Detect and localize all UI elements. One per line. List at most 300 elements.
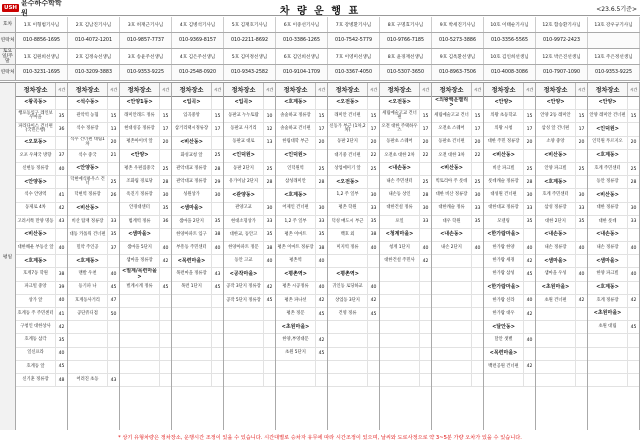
stop-time: 40: [471, 242, 483, 254]
stop-time: [419, 334, 431, 346]
stop-time: 35: [523, 216, 535, 228]
stop-name: 솔숲하교 건너편: [280, 126, 311, 132]
area-name: <샘마을>: [128, 231, 151, 238]
guide-name-cell: 1호 김원희선생님: [16, 49, 68, 64]
stop-row: [328, 150, 379, 163]
stop-row: [588, 216, 639, 229]
area-name: <안양>: [598, 99, 617, 106]
stop-name: 오전 대한 주택하우스: [381, 123, 418, 134]
stop-row: [328, 295, 379, 308]
driver-name-cell: 8호 구명효기사님: [380, 17, 432, 32]
stop-row: [536, 268, 587, 281]
stop-row: [328, 334, 379, 347]
stop-name: 덕성 매도시 부근: [331, 218, 364, 224]
area-name: <오전동>: [336, 99, 359, 106]
stop-name: [68, 321, 107, 333]
stop-time: 22: [471, 150, 483, 162]
stop-row: [432, 321, 483, 334]
stop-name: 동판교 사거리: [230, 126, 257, 132]
stop-name: 초원 대림: [598, 324, 617, 330]
stop-row: [16, 374, 67, 387]
area-name: <내손동>: [544, 231, 567, 238]
stop-name: 동판교 대로: [232, 139, 255, 145]
stop-time: 15: [211, 110, 223, 122]
stop-time: [107, 348, 119, 360]
stop-row: [380, 361, 431, 374]
stop-name: 관악대교 정류장: [176, 165, 207, 171]
stop-name: [380, 321, 419, 333]
stop-name: 초원 5단지: [285, 350, 306, 356]
area-name: <입곡>: [234, 99, 253, 106]
time-header-label: 시간: [159, 83, 171, 96]
stop-name: 달안 샛별: [494, 337, 513, 343]
stop-time: [419, 163, 431, 175]
stop-row: [484, 163, 535, 176]
stop-time: [575, 97, 587, 109]
stop-time: [55, 176, 67, 188]
area-heading-row: [432, 229, 483, 242]
stop-name: [224, 348, 263, 360]
stop-row: [328, 361, 379, 374]
stop-name: [380, 374, 419, 386]
area-name: <비산동>: [180, 139, 203, 146]
stop-row: [224, 216, 275, 229]
stop-time: 38: [315, 242, 327, 254]
stop-name: [328, 361, 367, 373]
stop-time: 42: [523, 255, 535, 267]
stop-time: [107, 203, 119, 215]
stop-row: [380, 203, 431, 216]
stop-time: 30: [419, 203, 431, 215]
stop-name: 호계동 앞: [26, 363, 45, 369]
stop-row: [536, 189, 587, 202]
stop-name: [380, 282, 419, 294]
stop-row: [172, 295, 223, 308]
area-heading-row: [432, 97, 483, 110]
stop-row: [328, 203, 379, 216]
stop-time: 15: [419, 110, 431, 122]
stop-name: 오전초 대한 2차: [384, 152, 415, 158]
stop-row: [536, 203, 587, 216]
stop-time: [575, 348, 587, 360]
stop-time: [211, 361, 223, 373]
stop-row: [536, 295, 587, 308]
stop-time: [211, 348, 223, 360]
stop-name: 대한 비산 정류장: [435, 192, 468, 198]
driver-row: [0, 17, 640, 33]
stop-name: 내손 2단지: [441, 244, 462, 250]
stop-time: 30: [315, 203, 327, 215]
stop-time: 20: [315, 137, 327, 149]
stop-time: 28: [211, 163, 223, 175]
stop-name: [536, 334, 575, 346]
driver-name-cell: 12호 함승환기사님: [536, 17, 588, 32]
stop-name: 대한대교 정류장: [488, 205, 519, 211]
stop-name: [224, 374, 263, 386]
guide-phone-row: [0, 65, 640, 81]
stop-name: 삼성 정류장: [544, 205, 567, 211]
stop-name: 조화림 경로당: [126, 178, 153, 184]
stop-time: 42: [315, 334, 327, 346]
stop-row: [380, 110, 431, 123]
stop-name: 평촌 정문: [286, 310, 305, 316]
driver-name-cell: 5호 김재호기사님: [224, 17, 276, 32]
area-heading-row: [172, 137, 223, 150]
stop-name: [68, 348, 107, 360]
stop-name: [224, 361, 263, 373]
stop-time: [627, 123, 639, 135]
stop-row: [328, 137, 379, 150]
stop-name: [432, 348, 471, 360]
area-heading-row: [536, 97, 587, 110]
stop-time: [471, 374, 483, 386]
route-column: [328, 83, 380, 430]
guide-phone-cell: 010-9104-1709: [276, 65, 328, 80]
time-header-label: 시간: [263, 83, 275, 96]
stop-time: [159, 348, 171, 360]
area-heading-row: [536, 176, 587, 189]
stop-time: 33: [575, 203, 587, 215]
stop-header-label: 정차장소: [543, 87, 568, 94]
stop-time: 25: [159, 163, 171, 175]
stop-name: 의왕 시청: [494, 126, 513, 132]
stop-time: [575, 361, 587, 373]
stop-time: 35: [367, 216, 379, 228]
area-name: <안양>: [494, 99, 513, 106]
stop-header-label: 정차장소: [387, 87, 412, 94]
stop-row: [276, 295, 327, 308]
column-header: [432, 83, 483, 97]
stop-name: 한가람 삼성: [492, 271, 515, 277]
stop-name: [172, 321, 211, 333]
stop-time: 40: [55, 163, 67, 175]
driver-phone-cell: 010-4072-1201: [68, 33, 120, 48]
stop-row: [328, 216, 379, 229]
driver-phone-cell: 010-9857-7737: [120, 33, 172, 48]
row-label: 연락처: [0, 33, 16, 48]
stop-name: 1,2 주 일부: [336, 192, 359, 198]
stop-name: 귀인동 로딩하교: [332, 284, 363, 290]
stop-row: [536, 216, 587, 229]
area-name: <목련마을>: [489, 350, 518, 357]
stop-time: 40: [575, 242, 587, 254]
stop-name: 의왕 초등학교: [490, 113, 517, 119]
stop-header-label: 정차장소: [283, 87, 308, 94]
stop-name: 화성교청 앞: [180, 152, 203, 158]
stop-name: 대한건설 주민사: [384, 258, 415, 264]
stop-time: [55, 255, 67, 267]
stop-name: 대성원 건너편: [490, 192, 517, 198]
stop-name: [328, 334, 367, 346]
driver-name-cell: 4호 김병석기사님: [172, 17, 224, 32]
stop-name: 신현동 정류장: [22, 165, 49, 171]
stop-name: 평촌 학원: [338, 205, 357, 211]
stop-time: 12: [263, 123, 275, 135]
stop-name: 동제로 4차: [25, 205, 46, 211]
stop-name: [432, 334, 471, 346]
stop-row: [172, 176, 223, 189]
stop-row: [380, 255, 431, 268]
stop-name: 상가 앞: [28, 297, 43, 303]
stop-name: 한가람 대우: [492, 310, 515, 316]
stop-time: 40: [367, 242, 379, 254]
guide-phone-cell: 010-9343-2582: [224, 65, 276, 80]
stop-row: [120, 361, 171, 374]
stop-time: 30: [211, 189, 223, 201]
column-header: [276, 83, 327, 97]
stop-time: 17: [471, 123, 483, 135]
column-header: [120, 83, 171, 97]
stop-name: 대한 정류장: [596, 205, 619, 211]
stop-time: [471, 268, 483, 280]
stop-name: 밀약 주인공: [76, 244, 99, 250]
stop-name: [276, 374, 315, 386]
area-name: <안양1동>: [126, 99, 153, 106]
area-name: <안양동>: [24, 178, 47, 185]
stop-row: [120, 216, 171, 229]
area-name: <비산동>: [24, 231, 47, 238]
driver-name-cell: 13호 강우규기사님: [588, 17, 640, 32]
stop-name: 범계역 정류: [128, 218, 151, 224]
stop-row: [588, 110, 639, 123]
stop-time: 42: [575, 295, 587, 307]
stop-row: [68, 361, 119, 374]
driver-phone-cell: 010-5273-3886: [432, 33, 484, 48]
area-heading-row: [484, 229, 535, 242]
stop-row: [16, 203, 67, 216]
stop-row: [68, 308, 119, 321]
stop-time: [263, 321, 275, 333]
stop-time: 35: [159, 203, 171, 215]
stop-time: 20: [419, 137, 431, 149]
stop-time: 43: [55, 216, 67, 228]
stop-name: [120, 295, 159, 307]
area-heading-row: [224, 150, 275, 163]
stop-row: [276, 282, 327, 295]
stop-name: 오전 대한 3차: [438, 152, 465, 158]
area-heading-row: [16, 255, 67, 268]
stop-name: 호계 주민센터: [594, 165, 621, 171]
area-name: <호계동>: [596, 152, 619, 159]
stop-time: 30: [159, 189, 171, 201]
stop-row: [16, 150, 67, 163]
area-heading-row: [328, 268, 379, 281]
stop-time: [159, 229, 171, 241]
route-column: [68, 83, 120, 430]
stop-time: 13: [263, 137, 275, 149]
stop-row: [432, 203, 483, 216]
area-heading-row: [484, 282, 535, 295]
stop-row: [432, 282, 483, 295]
stop-name: [120, 321, 159, 333]
stop-time: [627, 361, 639, 373]
stop-time: 25: [523, 163, 535, 175]
stop-name: [432, 374, 471, 386]
stop-name: 청계 1단지: [389, 244, 410, 250]
area-heading-row: [536, 282, 587, 295]
stop-time: 40: [107, 268, 119, 280]
area-heading-row: [276, 321, 327, 334]
stop-time: [471, 348, 483, 360]
area-name: <비산동>: [596, 191, 619, 198]
stop-name: 현대성공 정류장: [124, 126, 155, 132]
stop-name: 관악대교 정류장: [176, 178, 207, 184]
time-header-label: 시간: [211, 83, 223, 96]
stop-name: 파크빌 중앙: [24, 284, 47, 290]
stop-name: 덕현역 정류장: [74, 192, 101, 198]
stop-time: 50: [107, 308, 119, 320]
stop-name: 평촌역: [289, 258, 302, 264]
driver-name-cell: 9호 박세진기사님: [432, 17, 484, 32]
stop-time: 21: [107, 150, 119, 162]
stop-header-label: 정차장소: [231, 87, 256, 94]
area-name: <샘마을>: [596, 257, 619, 264]
driver-table: [0, 17, 640, 81]
stop-row: [68, 242, 119, 255]
stop-row: [172, 268, 223, 281]
stop-name: 공작 3단지 정류장: [226, 284, 261, 290]
route-column: [484, 83, 536, 430]
area-name: <호계동>: [284, 191, 307, 198]
area-heading-row: [432, 163, 483, 176]
stop-time: 28: [419, 189, 431, 201]
stop-name: [432, 308, 471, 320]
stop-name: 호계 정류장: [596, 297, 619, 303]
stop-time: [107, 361, 119, 373]
stop-name: 관악역 농협: [76, 113, 99, 119]
stop-time: 25: [627, 163, 639, 175]
stop-name: [120, 334, 159, 346]
stop-row: [224, 361, 275, 374]
guide-name-cell: 12호 박은진선생님: [536, 49, 588, 64]
stop-name: 오전초 스퀘어: [438, 126, 465, 132]
stop-time: [211, 203, 223, 215]
stop-name: 초원 건너편: [544, 297, 567, 303]
stop-name: 인덕원역: [287, 165, 304, 171]
stop-row: [276, 229, 327, 242]
stop-time: [367, 97, 379, 109]
area-heading-row: [536, 255, 587, 268]
stop-row: [224, 110, 275, 123]
stop-name: 건영 정류: [338, 310, 357, 316]
stop-row: [484, 268, 535, 281]
stop-row: [276, 361, 327, 374]
area-heading-row: [120, 268, 171, 281]
stop-row: [380, 374, 431, 387]
stop-name: 솔숲하교 정류장: [280, 113, 311, 119]
area-name: <벌계/목련마을>: [122, 268, 157, 280]
weekday-label: 평일: [0, 82, 16, 430]
stop-row: [276, 163, 327, 176]
column-header: [484, 83, 535, 97]
stop-time: [627, 348, 639, 360]
stop-row: [588, 242, 639, 255]
guide-name-cell: 9호 김옥환선생님: [432, 49, 484, 64]
time-header-label: 시간: [367, 83, 379, 96]
guide-name-cell: 10호 김인희선생님: [484, 49, 536, 64]
area-name: <호계동>: [284, 99, 307, 106]
guide-name-cell: 3호 송윤주선생님: [120, 49, 172, 64]
stop-time: 30: [575, 189, 587, 201]
stop-time: 28: [627, 176, 639, 188]
stop-row: [68, 176, 119, 189]
driver-phone-cell: 010-3356-5565: [484, 33, 536, 48]
stop-row: [172, 229, 223, 242]
stop-row: [328, 110, 379, 123]
stop-time: 40: [523, 334, 535, 346]
area-heading-row: [120, 97, 171, 110]
stop-row: [68, 268, 119, 281]
stop-row: [588, 321, 639, 334]
stop-time: 45: [627, 321, 639, 333]
guide-phone-cell: 010-7907-1090: [536, 65, 588, 80]
stop-time: [55, 137, 67, 149]
guide-name-cell: 7호 이영미선생님: [328, 49, 380, 64]
stop-row: [224, 374, 275, 387]
stop-time: 33: [367, 203, 379, 215]
stop-time: 40: [315, 282, 327, 294]
stop-header-label: 정차장소: [491, 87, 516, 94]
stop-time: [419, 348, 431, 360]
stop-time: 25: [107, 176, 119, 188]
area-heading-row: [224, 268, 275, 281]
stop-time: 20: [107, 137, 119, 149]
area-name: <입곡>: [182, 99, 201, 106]
stop-row: [16, 348, 67, 361]
stop-row: [276, 110, 327, 123]
stop-time: [107, 334, 119, 346]
stop-row: [120, 137, 171, 150]
stop-name: 대우 학원: [442, 218, 461, 224]
stop-name: 현대소형상가: [231, 218, 256, 224]
stop-time: 40: [523, 242, 535, 254]
stop-name: 호계 주민센터: [542, 192, 569, 198]
area-name: <오전동>: [336, 178, 359, 185]
area-name: <내손동>: [388, 165, 411, 172]
stop-name: 대한해운 부동산 앞: [17, 244, 54, 250]
stop-row: [16, 321, 67, 334]
stop-name: 대한교, 동안고: [229, 231, 258, 237]
stop-row: [120, 189, 171, 202]
stop-name: 호계동 삼각: [24, 337, 47, 343]
stop-row: [120, 255, 171, 268]
stop-time: [159, 374, 171, 386]
stop-row: [120, 374, 171, 387]
stop-time: 15: [523, 110, 535, 122]
stop-time: 45: [367, 308, 379, 320]
area-name: <평촌역>: [284, 270, 307, 277]
stop-row: [432, 216, 483, 229]
area-name: <비산동>: [492, 152, 515, 159]
area-name: <샘마을>: [544, 257, 567, 264]
stop-time: 33: [523, 203, 535, 215]
guide-phone-cell: 010-9353-9225: [588, 65, 640, 80]
stop-time: [211, 255, 223, 267]
stop-time: 35: [263, 229, 275, 241]
area-heading-row: [588, 255, 639, 268]
guide-name-cell: 5호 김미정선생님: [224, 49, 276, 64]
area-heading-row: [224, 189, 275, 202]
stop-row: [276, 374, 327, 387]
stop-row: [68, 321, 119, 334]
stop-row: [588, 374, 639, 387]
stop-row: [224, 203, 275, 216]
time-header-label: 시간: [471, 83, 483, 96]
stop-row: [172, 348, 223, 361]
stop-name: 호계동사거리: [75, 297, 100, 303]
stop-time: 17: [575, 123, 587, 135]
stop-time: [263, 348, 275, 360]
